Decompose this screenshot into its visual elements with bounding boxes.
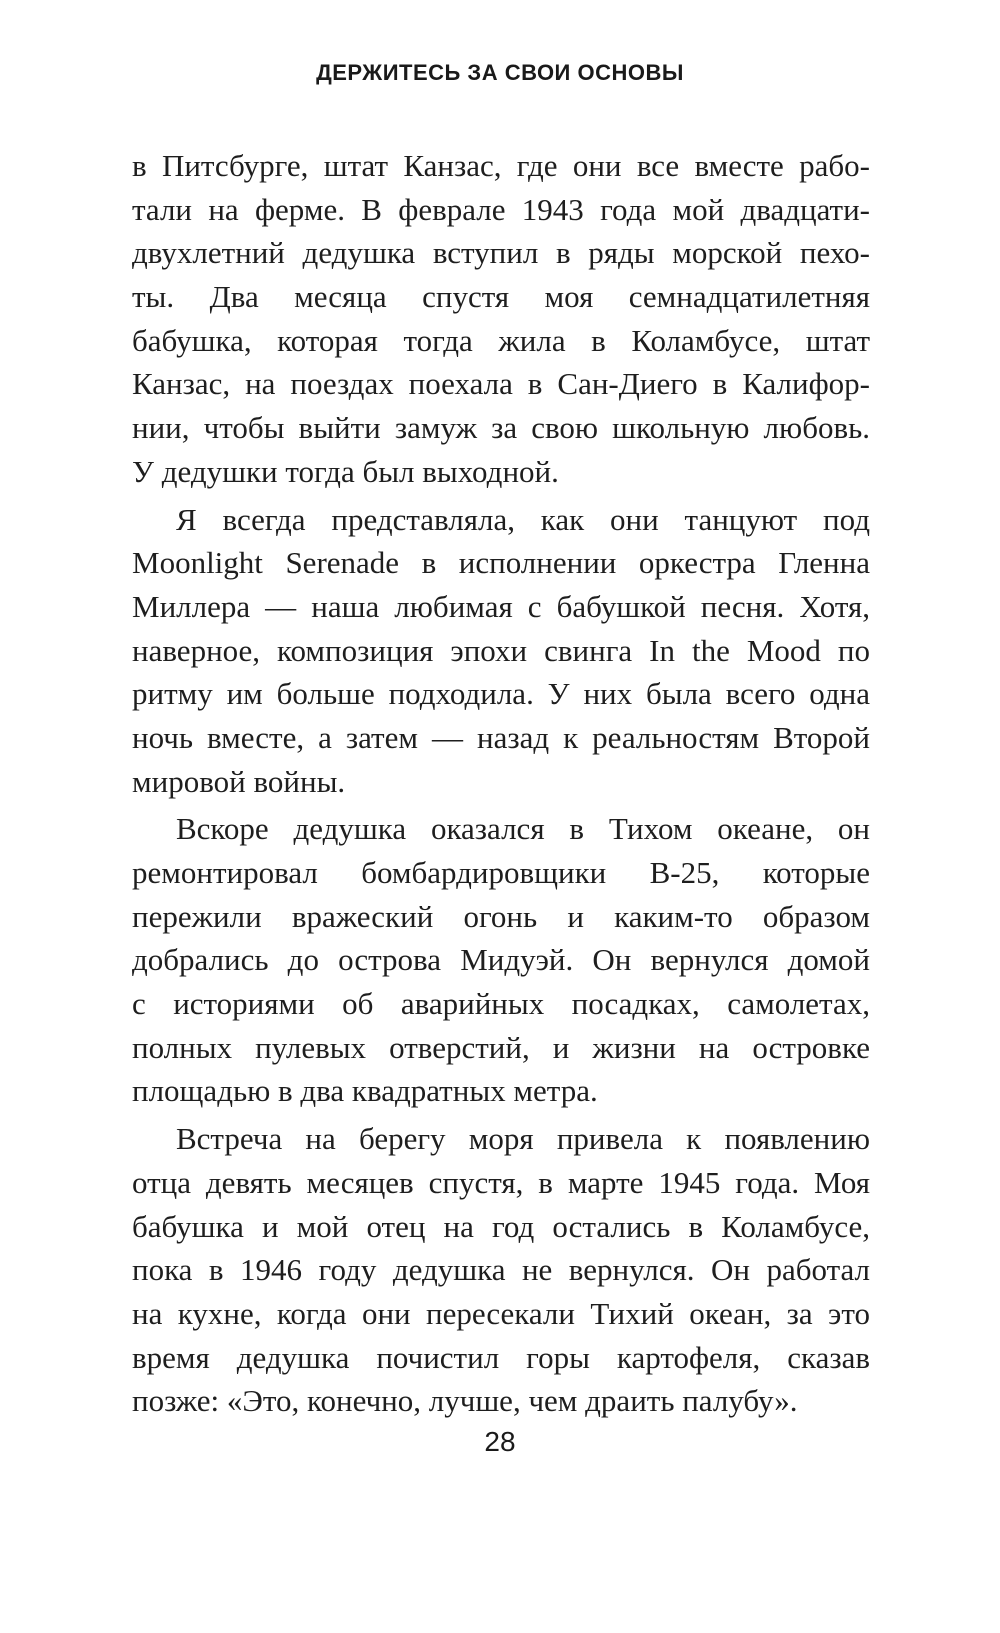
text-line: отца девять месяцев спустя, в марте 1945 года. Моя [132,1164,870,1200]
text-line: позже: «Это, конечно, лучше, чем драить палубу». [132,1383,798,1419]
text-line: в Питсбурге, штат Канзас, где они все вместе рабо- [132,148,870,183]
text-line: наверное, композиция эпохи свинга In the Mood по [132,632,870,668]
page-number: 28 [484,1426,516,1457]
text-line: У дедушки тогда был выходной. [132,453,559,489]
text-line: Я всегда представляла, как они танцуют под [176,501,870,537]
text-line: добрались до острова Мидуэй. Он вернулся домой [132,942,870,978]
text-line: ты. Два месяца спустя моя семнадцатилетняя [132,279,870,315]
text-line: двухлетний дедушка вступил в ряды морской пехо- [132,235,870,271]
text-line: Миллера — наша любимая с бабушкой песня. Хотя, [132,588,870,624]
text-line: мировой войны. [132,763,346,799]
text-line: Канзас, на поездах поехала в Сан-Диего в Калифор- [132,366,870,402]
text-line: время дедушка почистил горы картофеля, сказав [132,1339,870,1375]
paragraph [132,498,870,804]
text-line: Moonlight Serenade в исполнении оркестра Гленна [132,545,870,581]
text-line: пока в 1946 году дедушка не вернулся. Он работал [132,1252,870,1288]
text-line: тали на ферме. В феврале 1943 года мой двадцати- [132,191,870,227]
paragraph [132,807,870,1113]
paragraph [132,144,870,494]
paragraph [132,1117,870,1423]
text-line: Вскоре дедушка оказался в Тихом океане, он [176,811,870,847]
text-line: Встреча на берегу моря привела к появлению [176,1121,870,1157]
text-line: площадью в два квадратных метра. [132,1073,598,1109]
text-line: на кухне, когда они пересекали Тихий океан, за это [132,1295,870,1331]
text-line: пережили вражеский огонь и каким-то образом [132,898,870,934]
text-line: бабушка, которая тогда жила в Коламбусе, штат [132,322,870,358]
text-line: нии, чтобы выйти замуж за свою школьную любовь. [132,410,870,446]
text-line: с историями об аварийных посадках, самолетах, [132,986,870,1022]
text-line: ремонтировал бомбардировщики B-25, которые [132,855,870,890]
text-line: полных пулевых отверстий, и жизни на островке [132,1029,870,1065]
text-line: ночь вместе, а затем — назад к реальностям Второй [132,719,870,755]
running-header: ДЕРЖИТЕСЬ ЗА СВОИ ОСНОВЫ [316,60,684,85]
text-line: бабушка и мой отец на год остались в Коламбусе, [132,1208,870,1244]
text-line: ритму им больше подходила. У них была всего одна [132,676,870,712]
body-text [132,144,870,1423]
